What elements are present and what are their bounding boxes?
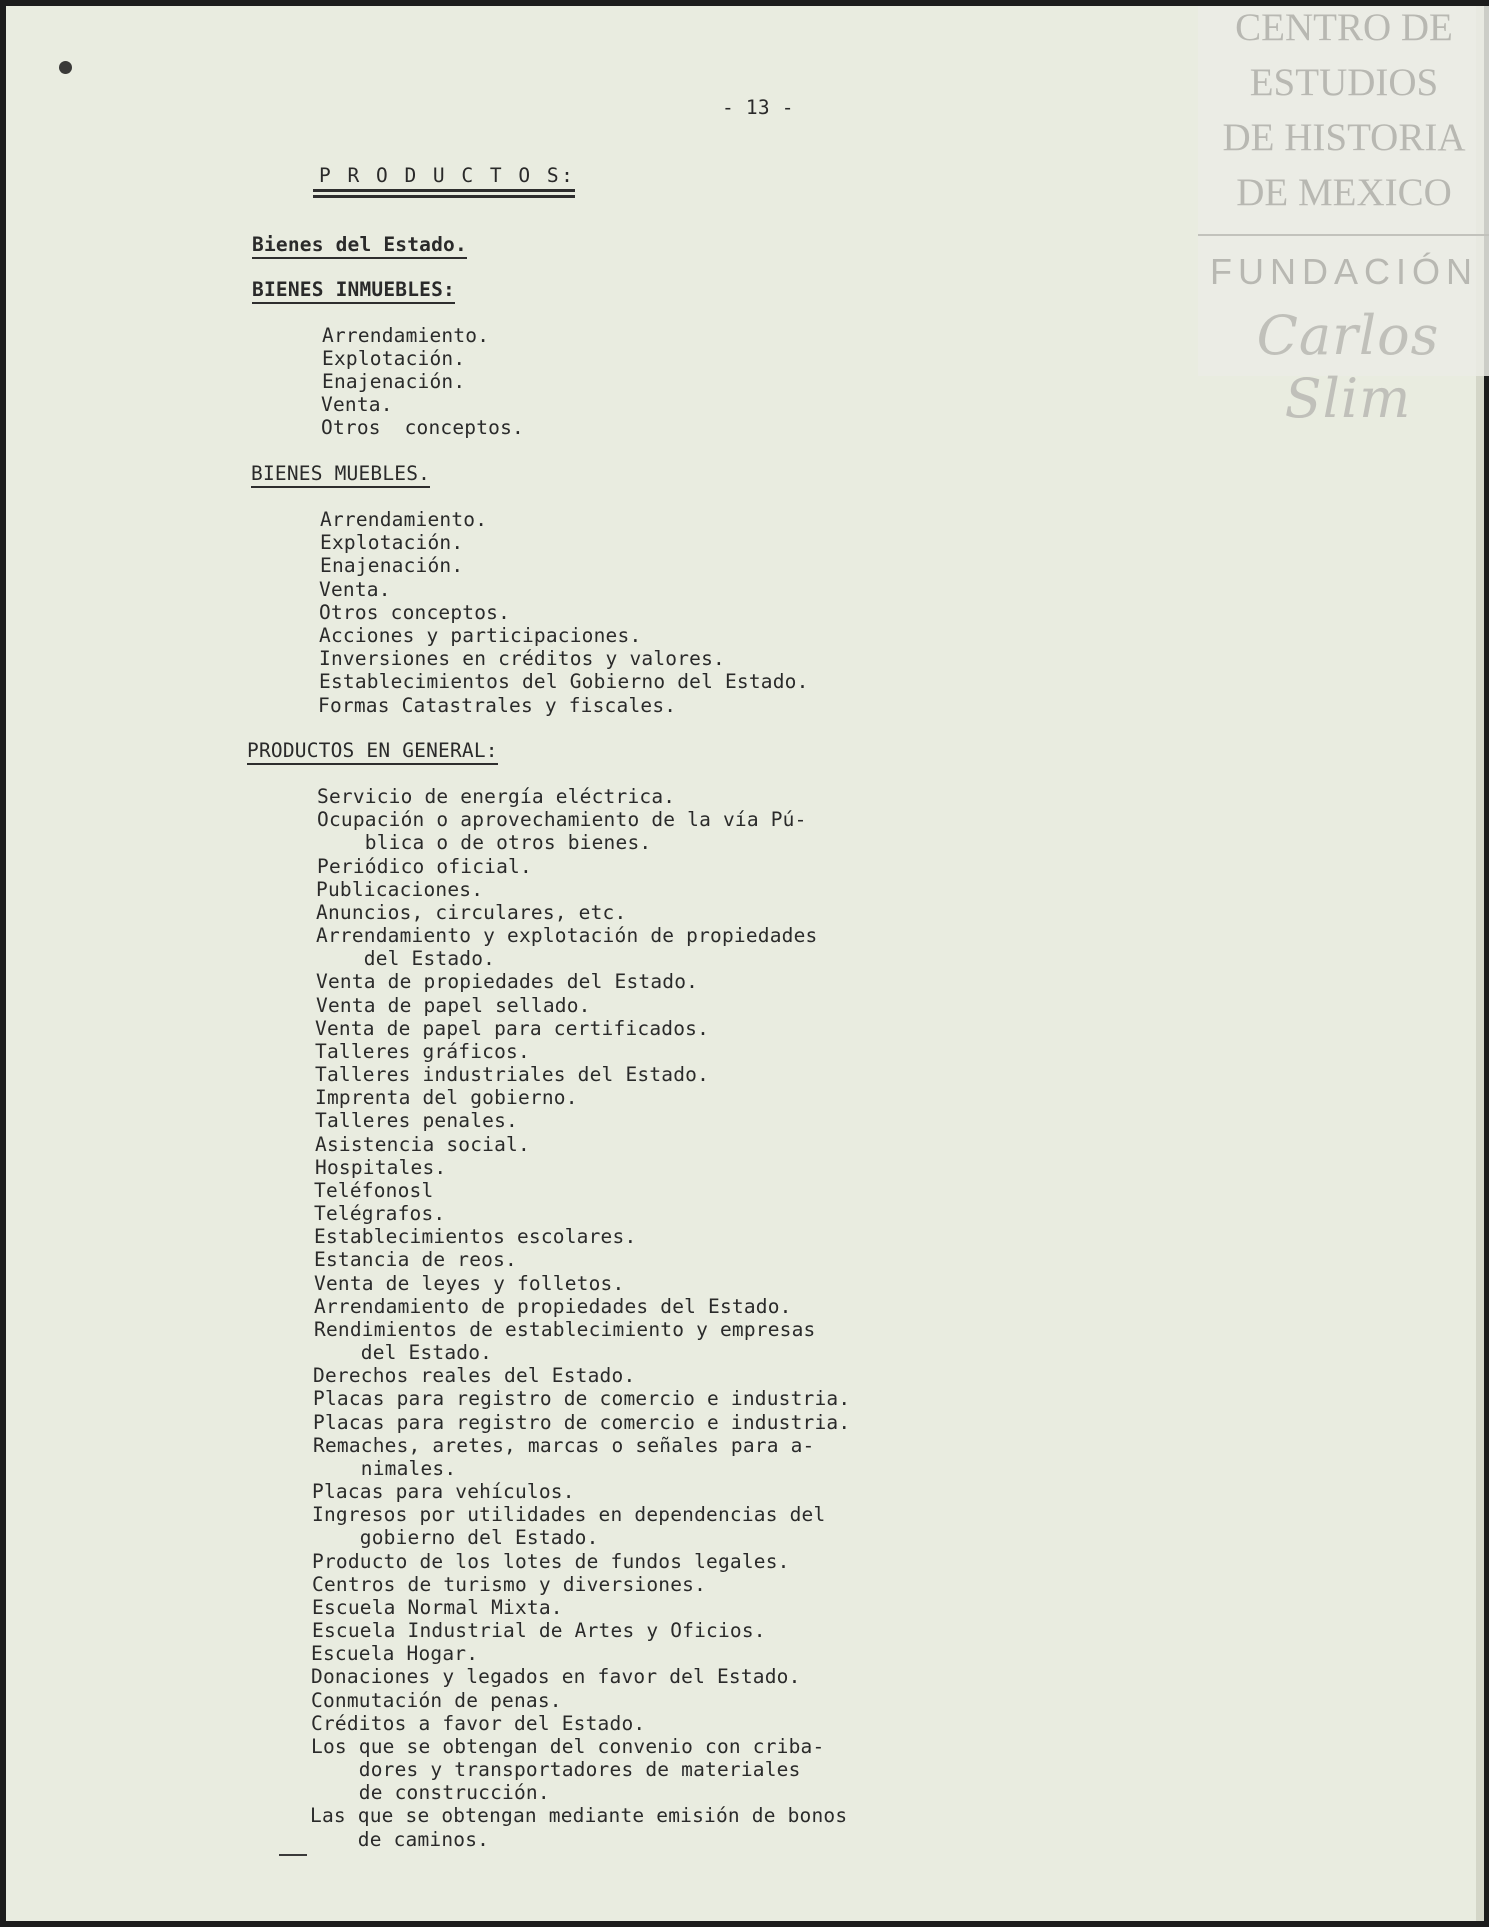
list-item: Enajenación. <box>320 554 464 578</box>
title-underline <box>313 189 575 192</box>
productos-general-label: PRODUCTOS EN GENERAL: <box>247 739 498 765</box>
list-item: Imprenta del gobierno. <box>315 1086 578 1110</box>
list-item: Remaches, aretes, marcas o señales para a- <box>313 1433 815 1457</box>
list-item: gobierno del Estado. <box>312 1526 599 1550</box>
watermark-line: ESTUDIOS <box>1249 61 1439 104</box>
punch-hole <box>59 61 72 74</box>
list-item: Placas para registro de comercio e industria. <box>313 1410 851 1434</box>
list-item: Rendimientos de establecimiento y empresas <box>314 1317 816 1341</box>
list-item: Arrendamiento. <box>322 324 490 347</box>
list-item: Ocupación o aprovechamiento de la vía Pú- <box>317 808 807 832</box>
list-item: Teléfonosl <box>314 1178 434 1202</box>
list-item: Derechos reales del Estado. <box>313 1364 636 1388</box>
list-item: nimales. <box>313 1456 457 1480</box>
list-item: blica o de otros bienes. <box>317 831 652 855</box>
list-item: Donaciones y legados en favor del Estado. <box>311 1665 801 1689</box>
list-item: Venta. <box>319 577 391 601</box>
list-item: Centros de turismo y diversiones. <box>312 1572 707 1596</box>
list-item: Inversiones en créditos y valores. <box>319 647 725 671</box>
list-item: Establecimientos escolares. <box>314 1225 637 1249</box>
list-item: Servicio de energía eléctrica. <box>317 785 676 808</box>
watermark-signature: Carlos Slim <box>1256 304 1440 430</box>
list-item: Placas para registro de comercio e industria. <box>313 1387 851 1411</box>
list-item: Venta. <box>321 393 393 416</box>
list-item: Escuela Hogar. <box>311 1642 479 1666</box>
bienes-muebles-label: BIENES MUEBLES. <box>251 462 430 488</box>
list-item: Formas Catastrales y fiscales. <box>318 693 677 717</box>
list-item: Créditos a favor del Estado. <box>311 1711 646 1735</box>
title-underline-2 <box>313 195 575 198</box>
list-item: Escuela Industrial de Artes y Oficios. <box>312 1619 766 1643</box>
watermark-divider <box>1198 234 1489 236</box>
list-item: Acciones y participaciones. <box>319 624 642 647</box>
title: P R O D U C T O S: <box>319 164 576 187</box>
footer-rule <box>279 1854 307 1856</box>
list-item: Otros conceptos. <box>321 416 524 439</box>
list-item: Venta de leyes y folletos. <box>314 1271 625 1295</box>
list-item: Los que se obtengan del convenio con criba- <box>311 1734 825 1758</box>
list-item: de construcción. <box>311 1781 550 1805</box>
list-item: Anuncios, circulares, etc. <box>316 900 627 924</box>
list-item: Ingresos por utilidades en dependencias del <box>312 1503 826 1527</box>
list-item: Telégrafos. <box>314 1202 446 1226</box>
list-item: Escuela Normal Mixta. <box>312 1595 563 1619</box>
list-item: Conmutación de penas. <box>311 1688 562 1712</box>
list-item: Arrendamiento. <box>320 508 488 531</box>
page-number: - 13 - <box>722 96 794 119</box>
document-page <box>6 6 1484 1921</box>
list-item: del Estado. <box>316 947 496 971</box>
list-item: Hospitales. <box>315 1155 447 1179</box>
list-item: Arrendamiento y explotación de propiedades <box>316 924 818 948</box>
list-item: Venta de papel para certificados. <box>315 1016 710 1040</box>
list-item: Enajenación. <box>322 370 466 393</box>
list-item: Venta de papel sellado. <box>316 993 591 1017</box>
list-item: Asistencia social. <box>315 1132 530 1156</box>
watermark-line: CENTRO DE <box>1235 6 1453 49</box>
list-item: dores y transportadores de materiales <box>311 1758 801 1782</box>
bienes-muebles-heading <box>251 462 430 485</box>
list-item: Publicaciones. <box>316 877 484 901</box>
bienes-inmuebles-label: BIENES INMUEBLES: <box>252 278 455 304</box>
list-item: Arrendamiento de propiedades del Estado. <box>314 1294 792 1318</box>
list-item: del Estado. <box>313 1341 493 1365</box>
list-item: Establecimientos del Gobierno del Estado. <box>319 670 809 694</box>
list-item: Explotación. <box>320 531 464 555</box>
list-item: Placas para vehículos. <box>312 1480 575 1504</box>
list-item: Otros conceptos. <box>319 600 511 624</box>
watermark-fundacion: FUNDACIÓN <box>1210 251 1478 292</box>
list-item: Producto de los lotes de fundos legales. <box>312 1549 790 1573</box>
bienes-inmuebles-heading <box>252 278 455 301</box>
watermark <box>1198 6 1489 430</box>
productos-general-heading <box>247 739 498 762</box>
watermark-line: DE MEXICO <box>1236 171 1452 214</box>
list-item: Venta de propiedades del Estado. <box>316 970 699 994</box>
section-bienes: Bienes del Estado. <box>252 233 467 259</box>
watermark-line: DE HISTORIA <box>1222 116 1466 159</box>
list-item: Las que se obtengan mediante emisión de bonos <box>310 1804 848 1828</box>
list-item: Estancia de reos. <box>314 1248 517 1272</box>
watermark-title <box>1198 0 1489 220</box>
section-heading <box>252 233 467 256</box>
list-item: Talleres industriales del Estado. <box>315 1063 710 1087</box>
list-item: Periódico oficial. <box>317 854 532 878</box>
list-item: de caminos. <box>310 1827 490 1851</box>
list-item: Talleres penales. <box>315 1109 518 1133</box>
list-item: Explotación. <box>322 347 466 370</box>
list-item: Talleres gráficos. <box>315 1039 530 1063</box>
